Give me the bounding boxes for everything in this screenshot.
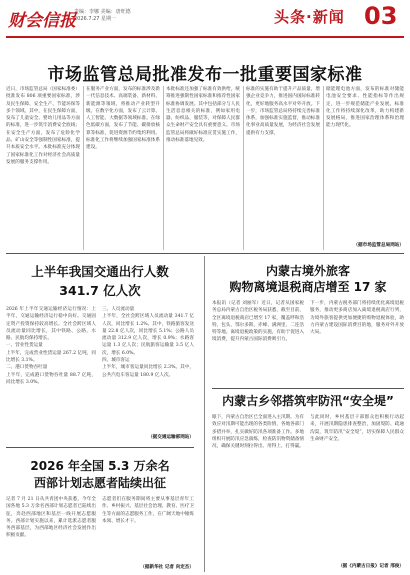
column-divider (243, 86, 244, 250)
flood-headline: 内蒙古乡邻搭筑牢防汛“安全堤” (222, 394, 394, 408)
flood-source: （据《内蒙古日报》记者 邢俊） (338, 564, 404, 569)
lead-story-column-5: 储能锂电池方面，发布的标准对储能电池安全要求、性能指标等作出规定，进一步规范储能产业发展。标准化工作将持续深化改革，助力构建新发展格局，推进国家治理体系和治理能力现代化。 (326, 87, 404, 129)
flood-column-2: 与此同时，乡村基层干部群众也积极行动起来，开展汛期隐患排查整治，加固堤防、疏通沟渠，筑牢防汛“安全堤”，切实保障人民群众生命财产安全。 (310, 415, 404, 442)
volunteer-headline (6, 458, 194, 492)
volunteer-headline-line-2: 西部计划志愿者陆续出征 (33, 476, 166, 490)
traffic-headline (6, 262, 194, 300)
flood-column-1: 眼下，内蒙古自治区已全面进入主汛期。为有效应对汛期可能出现的各类险情，各地各部门多措并举，扎实做好防汛各项准备工作。多地组织开展防汛应急演练，检查防汛物资储备情况，确保关键时刻拉得出、用得上、打得赢。 (212, 415, 304, 450)
section-title: 头条·新闻 (274, 8, 345, 26)
newspaper-logo: 财会信报 (8, 11, 76, 31)
column-divider (163, 86, 164, 250)
masthead-divider (6, 36, 404, 38)
volunteer-column-2: 志愿者们在服务期间将主要从事基层青年工作、乡村振兴、基层社会治理、教育、医疗卫生等方面的志愿服务工作，在广阔天地中锤炼本领、增长才干。 (102, 497, 194, 524)
masthead (0, 0, 410, 40)
section-divider (6, 253, 404, 254)
crossborder-column-2: 下一步，内蒙古税务部门将持续优化离境退税服务，推动更多商店加入离境退税商店行列，为境外旅客提供更加便捷的购物退税体验，助力内蒙古建设国际消费目的地，服务对外开放大局。 (310, 301, 404, 336)
crossborder-column-1: 本报讯（记者 刘丽军）近日，记者从国家税务总局内蒙古自治区税务局获悉，截至目前，全区离境退税商店已增至 17 家，覆盖呼和浩特、包头、鄂尔多斯、赤峰、满洲里、二连浩特等地。离境退税政策的实施，有助于促进入境消费，提升内蒙古国际消费吸引力。 (212, 301, 304, 343)
section-divider (212, 388, 404, 389)
lead-story-source: （据市场监管总局网站） (353, 243, 404, 248)
volunteer-headline-line-1: 2026 年全国 5.3 万余名 (30, 459, 170, 473)
crossborder-headline-line-2: 购物离境退税商店增至 17 家 (229, 280, 387, 294)
lead-headline: 市场监管总局批准发布一批重要国家标准 (47, 65, 363, 85)
lead-story-column-3: 本批标准还加强了标准有效供给，统筹推进强制性国家标准和推荐性国家标准协调发展。其中包括部分与人民生活息息相关的标准，例如家用电器、纺织品、服装等，对保障人民群众生命财产安全具有重要意义。市场监管总局将做好标准宣贯实施工作，推动标准落地见效。 (166, 87, 240, 144)
traffic-column-2: 三、人员流动量 上半年，全社会跨区域人员流动量 341.7 亿人次，同比增长 1.2%。其中，铁路旅客发送量 22.8 亿人次，同比增长 5.1%；公路人员流动量 312.9 亿人次，增长 0.9%；水路客运量 1.3 亿人次；民航旅客运输量 3.5 亿人次，增长 6.0%。 四、城市客运 上半年，城市客运量同比增长 2.3%。其中，公共汽电车客运量 180.9 亿人次。 (102, 307, 194, 378)
editor-line: 责编：李娜 美编：唐旺德 (74, 9, 131, 15)
date-line: 2026.7.27 星期一 (74, 16, 117, 22)
traffic-headline-line-1: 上半年我国交通出行人数 (31, 264, 169, 279)
lead-story-column-4: 标准的实施有助于提升产品质量，增强企业竞争力，推进国内国际标准转化，更好地服务高水平对外开放。下一步，市场监管总局将持续完善标准体系，加强标准实施监督，推动标准化事业高质量发展，为经济社会发展提供有力支撑。 (246, 87, 320, 136)
volunteer-source: （据新华社 记者 向定杰） (140, 565, 194, 570)
column-divider (83, 86, 84, 250)
section-divider (6, 447, 194, 448)
masthead-meta (74, 9, 131, 23)
page-column-divider (204, 256, 205, 572)
lead-story-column-2: 在服务产业方面，发布的标准涉及新一代信息技术、高端装备、新材料、新能源等领域，将推动产业转型升级。在数字化方面，发布了云计算、人工智能、大数据等领域标准。在绿色低碳方面，发布了节能、碳排放核算等标准，促进资源节约集约利用。标准化工作将继续加强国家标准体系建设。 (86, 87, 160, 151)
lead-story-column-1: 近日，市场监管总局（国家标准委）批准发布 806 项重要国家标准，涉及民生保障、安全生产、节能环保等多个领域。其中，在民生保障方面，发布了儿童安全、婴幼儿用品等方面的标准，进一步筑牢消费安全底线；在安全生产方面，发布了危险化学品、矿山安全等强制性国家标准，提升本质安全水平。本批标准充分体现了国家标准化工作对经济社会高质量发展的服务支撑作用。 (6, 87, 80, 165)
crossborder-headline (212, 263, 404, 295)
volunteer-column-1: 记者 7 月 21 日从共青团中央获悉，今年全国各地 5.3 万余名西部计划志愿者已陆续出征，奔赴西部地区和基层一线开展志愿服务。西部计划实施以来，累计选派志愿者服务西部基层，为西部地区经济社会发展作出积极贡献。 (6, 497, 96, 539)
traffic-source: （据交通运输部网站） (148, 435, 194, 440)
page-number: 03 (364, 2, 398, 30)
column-divider (323, 86, 324, 250)
crossborder-headline-line-1: 内蒙古境外旅客 (265, 264, 350, 278)
traffic-column-1: 2026 年上半年交通运输经济运行情况：上半年，交通运输经济运行稳中向好。交通固定资产投资保持较高增长。全社会跨区域人员流动量同比增长，其中铁路、公路、水路、民航均保持增长。 一、营业性货运量 上半年，完成营业性货运量 267.2 亿吨，同比增长 3.1%。 二、港口货物吞吐量 上半年，完成港口货物吞吐量 88.7 亿吨，同比增长 3.0%。 (6, 307, 96, 385)
traffic-headline-line-2: 341.7 亿人次 (59, 283, 141, 298)
